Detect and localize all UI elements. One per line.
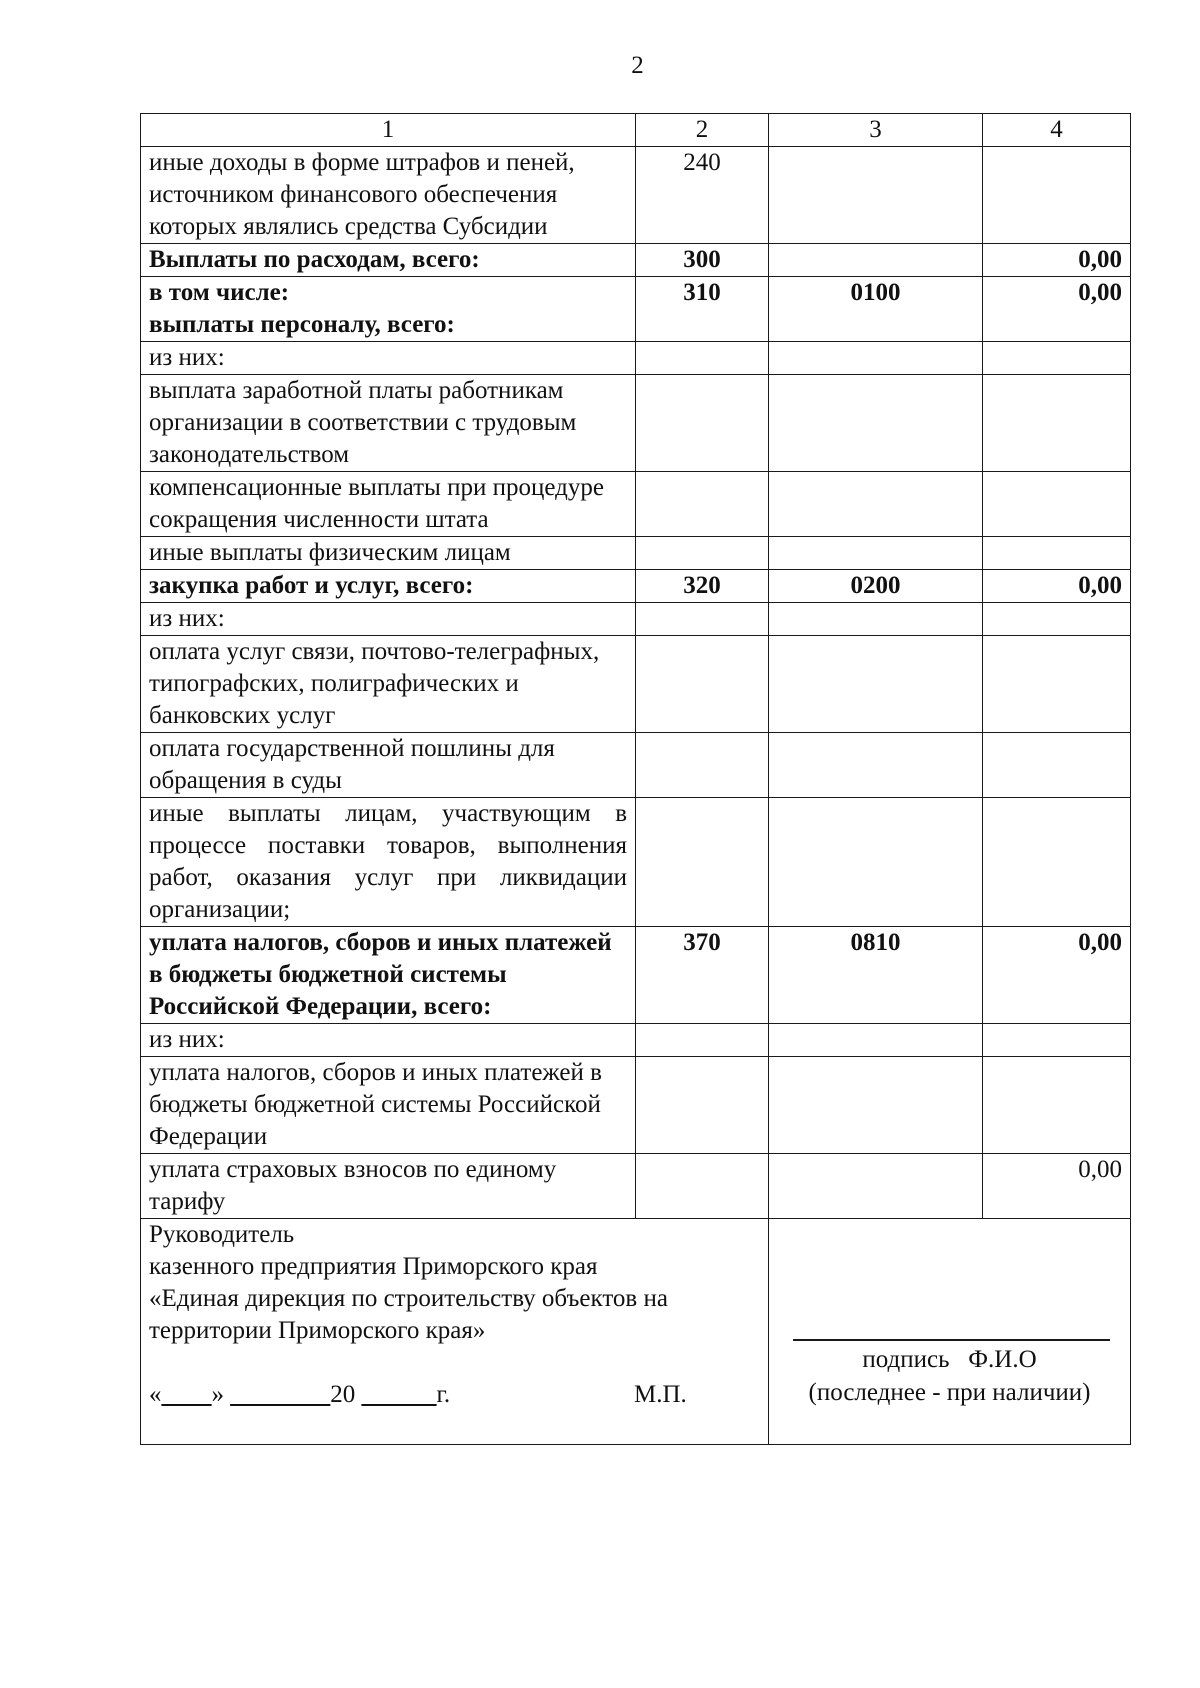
table-row	[141, 375, 1131, 472]
row-amount	[983, 798, 1131, 927]
signature-row	[141, 1219, 1131, 1445]
table-row	[141, 636, 1131, 733]
row-label: из них:	[141, 342, 636, 375]
row-code	[636, 342, 769, 375]
signature-line	[793, 1339, 1110, 1341]
row-code	[636, 733, 769, 798]
row-amount	[983, 636, 1131, 733]
row-kosgu-code	[769, 375, 983, 472]
row-code	[636, 1057, 769, 1154]
row-kosgu-code	[769, 472, 983, 537]
row-code	[636, 537, 769, 570]
column-number-3: 3	[769, 114, 983, 147]
table-row	[141, 603, 1131, 636]
row-label: из них:	[141, 603, 636, 636]
row-label: иные выплаты физическим лицам	[141, 537, 636, 570]
row-label: выплата заработной платы работникам организации в соответствии с трудовым законодательством	[141, 375, 636, 472]
row-amount	[983, 342, 1131, 375]
row-amount	[983, 1057, 1131, 1154]
row-kosgu-code	[769, 342, 983, 375]
row-code	[636, 603, 769, 636]
row-code	[636, 1024, 769, 1057]
table-row	[141, 147, 1131, 244]
column-number-4: 4	[983, 114, 1131, 147]
row-label: иные доходы в форме штрафов и пеней, источником финансового обеспечения которых являлись средства Субсидии	[141, 147, 636, 244]
row-code	[636, 798, 769, 927]
row-label: Выплаты по расходам, всего:	[141, 244, 636, 277]
table-row	[141, 733, 1131, 798]
row-label: уплата налогов, сборов и иных платежей в бюджеты бюджетной системы Российской Федерации, всего:	[141, 927, 636, 1024]
signatory-organization-name-cont: территории Приморского края»	[149, 1317, 486, 1344]
row-code: 310	[636, 277, 769, 342]
expenditure-table	[140, 113, 1131, 1445]
row-amount	[983, 1024, 1131, 1057]
row-amount	[983, 472, 1131, 537]
row-amount: 0,00	[983, 927, 1131, 1024]
row-code	[636, 1154, 769, 1219]
signature-field	[769, 1219, 1131, 1445]
row-kosgu-code	[769, 798, 983, 927]
row-kosgu-code	[769, 244, 983, 277]
signatory-organization-name: «Единая дирекция по строительству объектов на	[149, 1285, 668, 1312]
stamp-place: М.П.	[634, 1381, 687, 1408]
row-amount: 0,00	[983, 277, 1131, 342]
table-row	[141, 1057, 1131, 1154]
signatory-organization-line: казенного предприятия Приморского края	[149, 1253, 598, 1280]
row-code: 300	[636, 244, 769, 277]
row-kosgu-code: 0100	[769, 277, 983, 342]
row-kosgu-code: 0810	[769, 927, 983, 1024]
row-label: иные выплаты лицам, участвующим в процессе поставки товаров, выполнения работ, оказания услуг при ликвидации организации;	[141, 798, 636, 927]
row-amount: 0,00	[983, 244, 1131, 277]
row-amount	[983, 603, 1131, 636]
table-row	[141, 472, 1131, 537]
row-code	[636, 375, 769, 472]
row-kosgu-code	[769, 147, 983, 244]
table-row	[141, 537, 1131, 570]
signatory-title: Руководитель	[149, 1221, 295, 1248]
row-code: 370	[636, 927, 769, 1024]
table-row	[141, 798, 1131, 927]
row-kosgu-code	[769, 1154, 983, 1219]
row-amount	[983, 537, 1131, 570]
table-row	[141, 1154, 1131, 1219]
table-row	[141, 244, 1131, 277]
row-label: из них:	[141, 1024, 636, 1057]
date-line	[149, 1379, 760, 1412]
signature-caption-note: (последнее - при наличии)	[808, 1379, 1091, 1406]
page-number: 2	[631, 52, 644, 79]
row-code	[636, 636, 769, 733]
row-kosgu-code	[769, 603, 983, 636]
signature-caption	[769, 1343, 1130, 1409]
row-label: закупка работ и услуг, всего:	[141, 570, 636, 603]
column-number-1: 1	[141, 114, 636, 147]
row-amount	[983, 733, 1131, 798]
row-kosgu-code	[769, 1024, 983, 1057]
table-row	[141, 927, 1131, 1024]
row-kosgu-code	[769, 537, 983, 570]
row-amount: 0,00	[983, 1154, 1131, 1219]
column-number-row	[141, 114, 1131, 147]
signature-caption-name: подпись Ф.И.О	[862, 1346, 1037, 1373]
row-kosgu-code	[769, 733, 983, 798]
row-label: уплата налогов, сборов и иных платежей в бюджеты бюджетной системы Российской Федерации	[141, 1057, 636, 1154]
row-amount	[983, 375, 1131, 472]
row-kosgu-code	[769, 1057, 983, 1154]
row-code: 320	[636, 570, 769, 603]
row-amount	[983, 147, 1131, 244]
row-label: оплата услуг связи, почтово-телеграфных, типографских, полиграфических и банковских услуг	[141, 636, 636, 733]
row-label: оплата государственной пошлины для обращения в суды	[141, 733, 636, 798]
row-amount: 0,00	[983, 570, 1131, 603]
row-kosgu-code: 0200	[769, 570, 983, 603]
table-row	[141, 570, 1131, 603]
row-label: компенсационные выплаты при процедуре сокращения численности штата	[141, 472, 636, 537]
column-number-2: 2	[636, 114, 769, 147]
row-label: уплата страховых взносов по единому тарифу	[141, 1154, 636, 1219]
row-code: 240	[636, 147, 769, 244]
date-field: «____» ________20 ______г.	[149, 1381, 451, 1408]
row-kosgu-code	[769, 636, 983, 733]
row-label: в том числе: выплаты персоналу, всего:	[141, 277, 636, 342]
table-row	[141, 342, 1131, 375]
table-row	[141, 277, 1131, 342]
signature-block	[141, 1219, 769, 1445]
table-row	[141, 1024, 1131, 1057]
row-code	[636, 472, 769, 537]
